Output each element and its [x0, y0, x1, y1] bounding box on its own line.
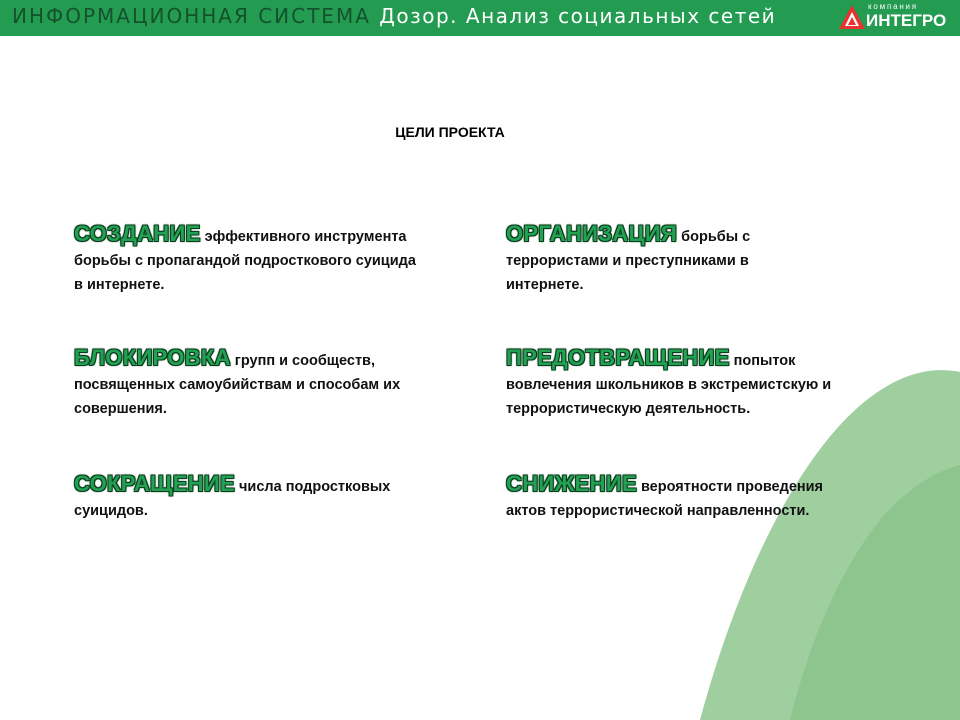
- goal-text: борьбы с террористами и преступниками в интернете.: [506, 229, 751, 293]
- header-title: [12, 2, 776, 30]
- goal-keyword: БЛОКИРОВКА: [74, 345, 231, 370]
- company-logo: [838, 2, 950, 32]
- goal-keyword: СОКРАЩЕНИЕ: [74, 471, 235, 496]
- goal-item: [506, 346, 861, 421]
- goal-keyword: ОРГАНИЗАЦИЯ: [506, 221, 678, 246]
- goal-text: вероятности проведения актов террористической направленности.: [506, 479, 824, 519]
- goal-text: числа подростковых суицидов.: [74, 479, 391, 519]
- system-name: Дозор. Анализ социальных сетей: [379, 4, 777, 28]
- header-bar: [0, 0, 960, 36]
- goal-text: групп и сообществ, посвященных самоубийствам и способам их совершения.: [74, 353, 401, 417]
- goal-text: эффективного инструмента борьбы с пропагандой подросткового суицида в интернете.: [74, 229, 416, 293]
- goal-keyword: СНИЖЕНИЕ: [506, 471, 637, 496]
- goal-text: попыток вовлечения школьников в экстремистскую и террористическую деятельность.: [506, 353, 832, 417]
- goal-item: [506, 472, 851, 523]
- triangle-logo-icon: [838, 4, 866, 30]
- logo-brand-name: ИНТЕГРО: [866, 11, 947, 30]
- system-label: ИНФОРМАЦИОННАЯ СИСТЕМА: [12, 4, 371, 28]
- goal-keyword: СОЗДАНИЕ: [74, 221, 201, 246]
- goal-item: [74, 346, 419, 421]
- goal-item: [506, 222, 806, 297]
- goal-item: [74, 472, 419, 523]
- page-title: ЦЕЛИ ПРОЕКТА: [395, 124, 505, 140]
- goal-item: [74, 222, 424, 297]
- logo-company-label: компания: [868, 2, 918, 11]
- goal-keyword: ПРЕДОТВРАЩЕНИЕ: [506, 345, 730, 370]
